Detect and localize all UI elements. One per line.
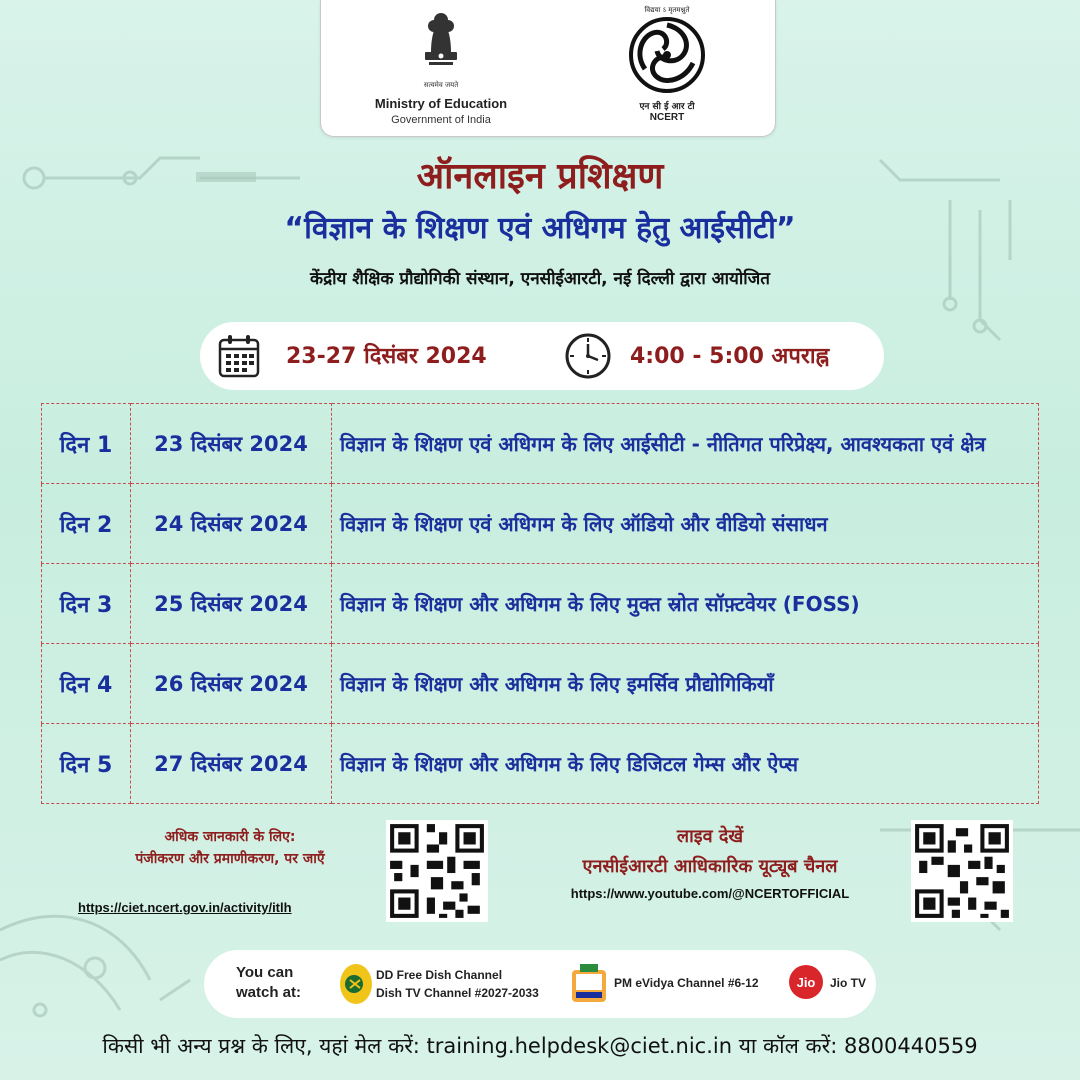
jio-tv-icon [788,964,824,1000]
dd-channel-info [376,966,539,1002]
course-title: “विज्ञान के शिक्षण एवं अधिगम हेतु आईसीटी” [284,211,796,246]
training-dates: 23-27 दिसंबर 2024 [286,344,487,369]
topic-cell: विज्ञान के शिक्षण और अधिगम के लिए इमर्सिव प्रौद्योगिकियाँ [332,644,1039,724]
topic-cell: विज्ञान के शिक्षण एवं अधिगम के लिए ऑडियो और वीडियो संसाधन [332,484,1039,564]
table-row [42,404,1039,484]
government-name: Government of India [391,114,491,126]
topic-cell: विज्ञान के शिक्षण और अधिगम के लिए डिजिटल गेम्स और ऐप्स [332,724,1039,804]
table-row [42,564,1039,644]
topic-cell: विज्ञान के शिक्षण एवं अधिगम के लिए आईसीटी - नीतिगत परिप्रेक्ष्य, आवश्यकता एवं क्षेत्र [332,404,1039,484]
youtube-channel-label: एनसीईआरटी आधिकारिक यूट्यूब चैनल [582,856,838,877]
date-time-banner [200,322,884,390]
day-cell: दिन 2 [42,484,131,564]
live-stream-info [510,822,910,901]
live-watch-label: लाइव देखें [676,826,744,847]
dish-tv-label: Dish TV Channel #2027-2033 [376,986,539,1000]
watch-at-label [236,963,301,1003]
header-logo-card [320,0,776,137]
table-row [42,724,1039,804]
registration-qr-code[interactable] [386,820,488,922]
day-cell: दिन 3 [42,564,131,644]
ncert-english-name: NCERT [649,112,685,123]
clock-icon [564,332,612,380]
training-time: 4:00 - 5:00 अपराह्न [630,344,830,369]
calendar-icon [218,334,260,378]
ministry-name: Ministry of Education [374,96,508,111]
date-cell: 26 दिसंबर 2024 [131,644,332,724]
day-cell: दिन 5 [42,724,131,804]
date-cell: 25 दिसंबर 2024 [131,564,332,644]
more-info-label: अधिक जानकारी के लिए: [164,829,296,845]
date-cell: 27 दिसंबर 2024 [131,724,332,804]
pm-evidya-label: PM eVidya Channel #6-12 [614,976,759,990]
organiser-text: केंद्रीय शैक्षिक प्रौद्योगिकी संस्थान, एनसीईआरटी, नई दिल्ली द्वारा आयोजित [310,269,770,289]
youtube-qr-code[interactable] [911,820,1013,922]
date-cell: 23 दिसंबर 2024 [131,404,332,484]
pm-evidya-icon [568,962,610,1006]
watch-label-line2: watch at: [236,984,302,1001]
schedule-table [41,403,1039,804]
dd-free-dish-label: DD Free Dish Channel [376,968,503,982]
registration-info [60,826,400,915]
watch-channels-bar [204,950,876,1018]
ncert-hindi-name: एन सी ई आर टी [639,102,695,112]
watch-label-line1: You can [236,964,294,981]
helpdesk-footer: किसी भी अन्य प्रश्न के लिए, यहां मेल करें: training.helpdesk@ciet.nic.in या कॉल करें: 8800440559 [102,1034,978,1058]
date-cell: 24 दिसंबर 2024 [131,484,332,564]
ncert-logo-icon [627,15,707,95]
ministry-of-education-logo [361,6,521,126]
dd-free-dish-icon [336,962,376,1006]
day-cell: दिन 4 [42,644,131,724]
registration-label: पंजीकरण और प्रमाणीकरण, पर जाएँ [135,851,325,867]
jio-logo-text: Jio [796,975,816,990]
registration-link[interactable]: https://ciet.ncert.gov.in/activity/itlh [78,900,292,915]
page-title: ऑनलाइन प्रशिक्षण [416,156,664,197]
ncert-logo-block [617,6,717,123]
topic-cell: विज्ञान के शिक्षण और अधिगम के लिए मुक्त स्रोत सॉफ़्टवेयर (FOSS) [332,564,1039,644]
youtube-link[interactable]: https://www.youtube.com/@NCERTOFFICIAL [570,886,850,901]
day-cell: दिन 1 [42,404,131,484]
table-row [42,644,1039,724]
national-emblem-icon [419,6,463,76]
jio-tv-label: Jio TV [830,976,867,990]
ncert-motto: विद्यया ऽ मृतमश्नुते [644,6,690,14]
satyamev-jayate-text: सत्यमेव जयते [423,81,459,89]
table-row [42,484,1039,564]
